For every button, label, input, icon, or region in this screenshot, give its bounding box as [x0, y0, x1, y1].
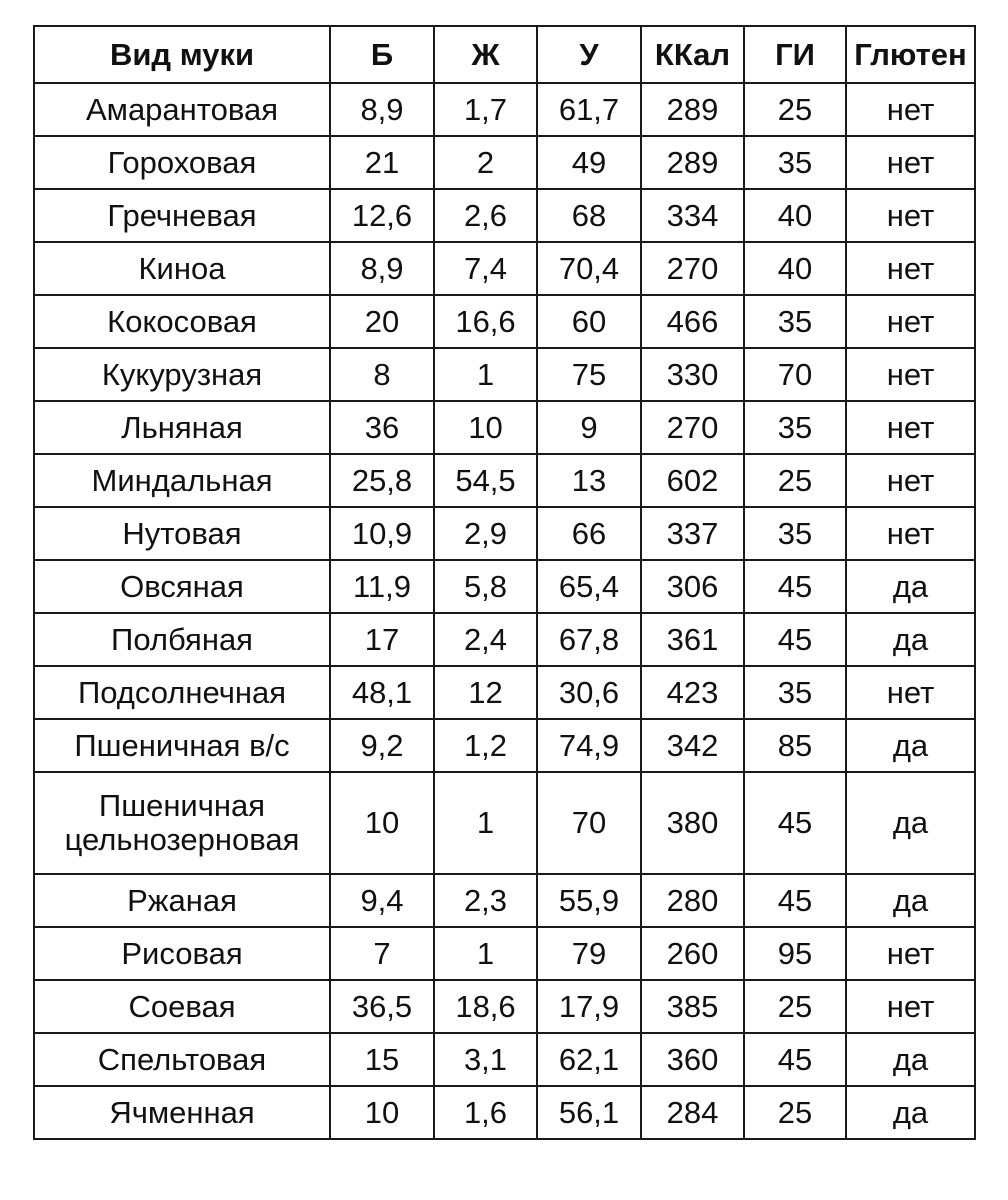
header-protein: Б	[330, 26, 434, 83]
cell-fat: 2,3	[434, 874, 537, 927]
header-kcal: ККал	[641, 26, 744, 83]
cell-gluten: нет	[846, 507, 975, 560]
cell-kcal: 334	[641, 189, 744, 242]
table-row	[34, 189, 975, 242]
cell-carbs: 70	[537, 772, 641, 874]
table-row	[34, 1033, 975, 1086]
cell-kcal: 361	[641, 613, 744, 666]
cell-protein: 11,9	[330, 560, 434, 613]
cell-carbs: 65,4	[537, 560, 641, 613]
cell-gi: 35	[744, 295, 846, 348]
cell-gluten: нет	[846, 348, 975, 401]
cell-flour-type: Киноа	[34, 242, 330, 295]
cell-kcal: 289	[641, 83, 744, 136]
cell-kcal: 270	[641, 242, 744, 295]
cell-carbs: 74,9	[537, 719, 641, 772]
cell-flour-type: Пшеничная в/с	[34, 719, 330, 772]
cell-gluten: нет	[846, 189, 975, 242]
cell-fat: 12	[434, 666, 537, 719]
cell-fat: 16,6	[434, 295, 537, 348]
cell-flour-type: Полбяная	[34, 613, 330, 666]
cell-gluten: нет	[846, 980, 975, 1033]
cell-fat: 7,4	[434, 242, 537, 295]
cell-fat: 1	[434, 348, 537, 401]
cell-protein: 17	[330, 613, 434, 666]
cell-carbs: 13	[537, 454, 641, 507]
cell-fat: 2,4	[434, 613, 537, 666]
cell-fat: 10	[434, 401, 537, 454]
cell-carbs: 17,9	[537, 980, 641, 1033]
table-row	[34, 242, 975, 295]
cell-flour-type: Кукурузная	[34, 348, 330, 401]
cell-fat: 1,6	[434, 1086, 537, 1139]
table-row	[34, 401, 975, 454]
cell-protein: 25,8	[330, 454, 434, 507]
cell-flour-type: Ржаная	[34, 874, 330, 927]
cell-carbs: 79	[537, 927, 641, 980]
cell-fat: 2,6	[434, 189, 537, 242]
cell-kcal: 342	[641, 719, 744, 772]
cell-kcal: 385	[641, 980, 744, 1033]
cell-kcal: 330	[641, 348, 744, 401]
table-row	[34, 560, 975, 613]
table-row	[34, 454, 975, 507]
header-flour-type: Вид муки	[34, 26, 330, 83]
cell-flour-type: Гречневая	[34, 189, 330, 242]
cell-gluten: да	[846, 560, 975, 613]
cell-protein: 8,9	[330, 83, 434, 136]
cell-protein: 12,6	[330, 189, 434, 242]
flour-nutrition-table	[33, 25, 976, 1140]
cell-protein: 8	[330, 348, 434, 401]
cell-gluten: нет	[846, 666, 975, 719]
table-row	[34, 874, 975, 927]
cell-kcal: 337	[641, 507, 744, 560]
cell-flour-type: Нутовая	[34, 507, 330, 560]
cell-gi: 40	[744, 242, 846, 295]
table-row	[34, 980, 975, 1033]
table-header	[34, 26, 975, 83]
cell-flour-type: Рисовая	[34, 927, 330, 980]
cell-carbs: 61,7	[537, 83, 641, 136]
cell-gluten: да	[846, 1086, 975, 1139]
cell-protein: 9,4	[330, 874, 434, 927]
cell-fat: 5,8	[434, 560, 537, 613]
cell-protein: 8,9	[330, 242, 434, 295]
cell-protein: 10,9	[330, 507, 434, 560]
cell-protein: 48,1	[330, 666, 434, 719]
cell-gi: 45	[744, 874, 846, 927]
cell-gluten: нет	[846, 401, 975, 454]
cell-flour-type: Пшеничная цельнозерновая	[34, 772, 330, 874]
cell-gluten: нет	[846, 927, 975, 980]
cell-fat: 54,5	[434, 454, 537, 507]
header-gi: ГИ	[744, 26, 846, 83]
header-fat: Ж	[434, 26, 537, 83]
cell-protein: 21	[330, 136, 434, 189]
cell-flour-type: Соевая	[34, 980, 330, 1033]
cell-gluten: да	[846, 613, 975, 666]
cell-fat: 1,7	[434, 83, 537, 136]
cell-flour-type: Кокосовая	[34, 295, 330, 348]
cell-flour-type: Миндальная	[34, 454, 330, 507]
cell-protein: 7	[330, 927, 434, 980]
cell-gi: 85	[744, 719, 846, 772]
cell-flour-type: Ячменная	[34, 1086, 330, 1139]
cell-flour-type: Овсяная	[34, 560, 330, 613]
cell-gi: 25	[744, 980, 846, 1033]
cell-gluten: нет	[846, 242, 975, 295]
cell-gluten: нет	[846, 295, 975, 348]
cell-gluten: да	[846, 772, 975, 874]
cell-gluten: да	[846, 719, 975, 772]
table-row	[34, 295, 975, 348]
cell-gluten: да	[846, 1033, 975, 1086]
cell-kcal: 423	[641, 666, 744, 719]
cell-gi: 70	[744, 348, 846, 401]
cell-fat: 2,9	[434, 507, 537, 560]
cell-carbs: 68	[537, 189, 641, 242]
cell-flour-type: Гороховая	[34, 136, 330, 189]
cell-flour-type: Амарантовая	[34, 83, 330, 136]
cell-carbs: 75	[537, 348, 641, 401]
cell-gi: 25	[744, 83, 846, 136]
cell-kcal: 360	[641, 1033, 744, 1086]
cell-fat: 3,1	[434, 1033, 537, 1086]
table-row	[34, 666, 975, 719]
header-row	[34, 26, 975, 83]
cell-carbs: 55,9	[537, 874, 641, 927]
cell-gi: 95	[744, 927, 846, 980]
table-row	[34, 613, 975, 666]
cell-kcal: 284	[641, 1086, 744, 1139]
table-row	[34, 507, 975, 560]
cell-carbs: 66	[537, 507, 641, 560]
cell-gluten: да	[846, 874, 975, 927]
header-carbs: У	[537, 26, 641, 83]
cell-kcal: 306	[641, 560, 744, 613]
table-row	[34, 348, 975, 401]
cell-gluten: нет	[846, 454, 975, 507]
cell-fat: 18,6	[434, 980, 537, 1033]
cell-protein: 15	[330, 1033, 434, 1086]
cell-protein: 10	[330, 772, 434, 874]
cell-kcal: 260	[641, 927, 744, 980]
cell-carbs: 49	[537, 136, 641, 189]
cell-carbs: 67,8	[537, 613, 641, 666]
table-row	[34, 1086, 975, 1139]
table-row	[34, 83, 975, 136]
cell-kcal: 380	[641, 772, 744, 874]
cell-gi: 35	[744, 401, 846, 454]
cell-kcal: 289	[641, 136, 744, 189]
cell-protein: 10	[330, 1086, 434, 1139]
cell-protein: 36,5	[330, 980, 434, 1033]
cell-carbs: 9	[537, 401, 641, 454]
table-row	[34, 719, 975, 772]
cell-carbs: 60	[537, 295, 641, 348]
cell-gi: 45	[744, 772, 846, 874]
cell-kcal: 280	[641, 874, 744, 927]
table-row	[34, 772, 975, 874]
cell-carbs: 62,1	[537, 1033, 641, 1086]
cell-fat: 2	[434, 136, 537, 189]
table-body	[34, 83, 975, 1139]
cell-gi: 45	[744, 1033, 846, 1086]
cell-protein: 9,2	[330, 719, 434, 772]
cell-carbs: 30,6	[537, 666, 641, 719]
cell-gi: 35	[744, 666, 846, 719]
cell-kcal: 602	[641, 454, 744, 507]
cell-gi: 45	[744, 560, 846, 613]
cell-protein: 20	[330, 295, 434, 348]
header-gluten: Глютен	[846, 26, 975, 83]
cell-gi: 25	[744, 1086, 846, 1139]
cell-fat: 1,2	[434, 719, 537, 772]
cell-carbs: 70,4	[537, 242, 641, 295]
cell-gi: 45	[744, 613, 846, 666]
table-row	[34, 136, 975, 189]
cell-gluten: нет	[846, 136, 975, 189]
cell-flour-type: Подсолнечная	[34, 666, 330, 719]
cell-gi: 35	[744, 507, 846, 560]
cell-kcal: 270	[641, 401, 744, 454]
cell-flour-type: Спельтовая	[34, 1033, 330, 1086]
cell-protein: 36	[330, 401, 434, 454]
cell-gi: 40	[744, 189, 846, 242]
cell-gi: 35	[744, 136, 846, 189]
cell-fat: 1	[434, 772, 537, 874]
cell-kcal: 466	[641, 295, 744, 348]
cell-fat: 1	[434, 927, 537, 980]
table-row	[34, 927, 975, 980]
cell-flour-type: Льняная	[34, 401, 330, 454]
cell-carbs: 56,1	[537, 1086, 641, 1139]
cell-gi: 25	[744, 454, 846, 507]
flour-table-container	[33, 25, 976, 1140]
cell-gluten: нет	[846, 83, 975, 136]
